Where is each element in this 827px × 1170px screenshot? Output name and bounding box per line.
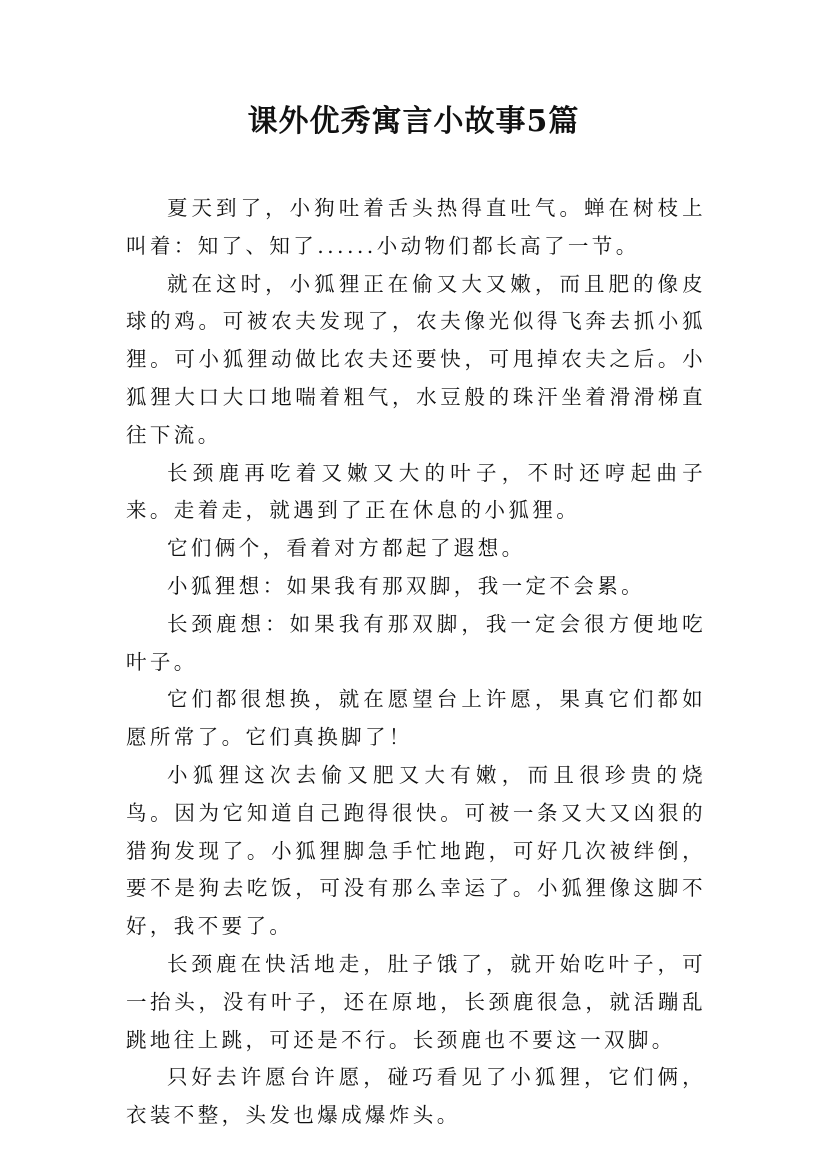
document-title: 课外优秀寓言小故事5篇 <box>247 104 580 139</box>
paragraph: 小狐狸想：如果我有那双脚，我一定不会累。 <box>167 573 645 598</box>
paragraph: 只好去许愿台许愿，碰巧看见了小狐狸，它们俩，衣装不整，头发也爆成爆炸头。 <box>126 1065 706 1128</box>
paragraph: 长颈鹿想：如果我有那双脚，我一定会很方便地吃叶子。 <box>126 611 706 674</box>
paragraph: 就在这时，小狐狸正在偷又大又嫩，而且肥的像皮球的鸡。可被农夫发现了，农夫像光似得飞奔去抓小狐狸。可小狐狸动做比农夫还要快，可甩掉农夫之后。小狐狸大口大口地喘着粗气，水豆般的珠汗坐着滑滑梯直往下流。 <box>126 271 706 447</box>
paragraph: 它们俩个，看着对方都起了遐想。 <box>167 536 526 561</box>
document-body <box>126 190 706 1135</box>
paragraph: 它们都很想换，就在愿望台上许愿，果真它们都如愿所常了。它们真换脚了！ <box>126 687 706 750</box>
paragraph: 小狐狸这次去偷又肥又大有嫩，而且很珍贵的烧鸟。因为它知道自己跑得很快。可被一条又大又凶狠的猎狗发现了。小狐狸脚急手忙地跑，可好几次被绊倒，要不是狗去吃饭，可没有那么幸运了。小狐狸像这脚不好，我不要了。 <box>126 762 706 939</box>
paragraph: 夏天到了，小狗吐着舌头热得直吐气。蝉在树枝上叫着：知了、知了......小动物们都长高了一节。 <box>126 196 706 258</box>
paragraph: 长颈鹿在快活地走，肚子饿了，就开始吃叶子，可一抬头，没有叶子，还在原地，长颈鹿很急，就活蹦乱跳地往上跳，可还是不行。长颈鹿也不要这一双脚。 <box>126 951 706 1052</box>
paragraph: 长颈鹿再吃着又嫩又大的叶子，不时还哼起曲子来。走着走，就遇到了正在休息的小狐狸。 <box>126 460 706 523</box>
